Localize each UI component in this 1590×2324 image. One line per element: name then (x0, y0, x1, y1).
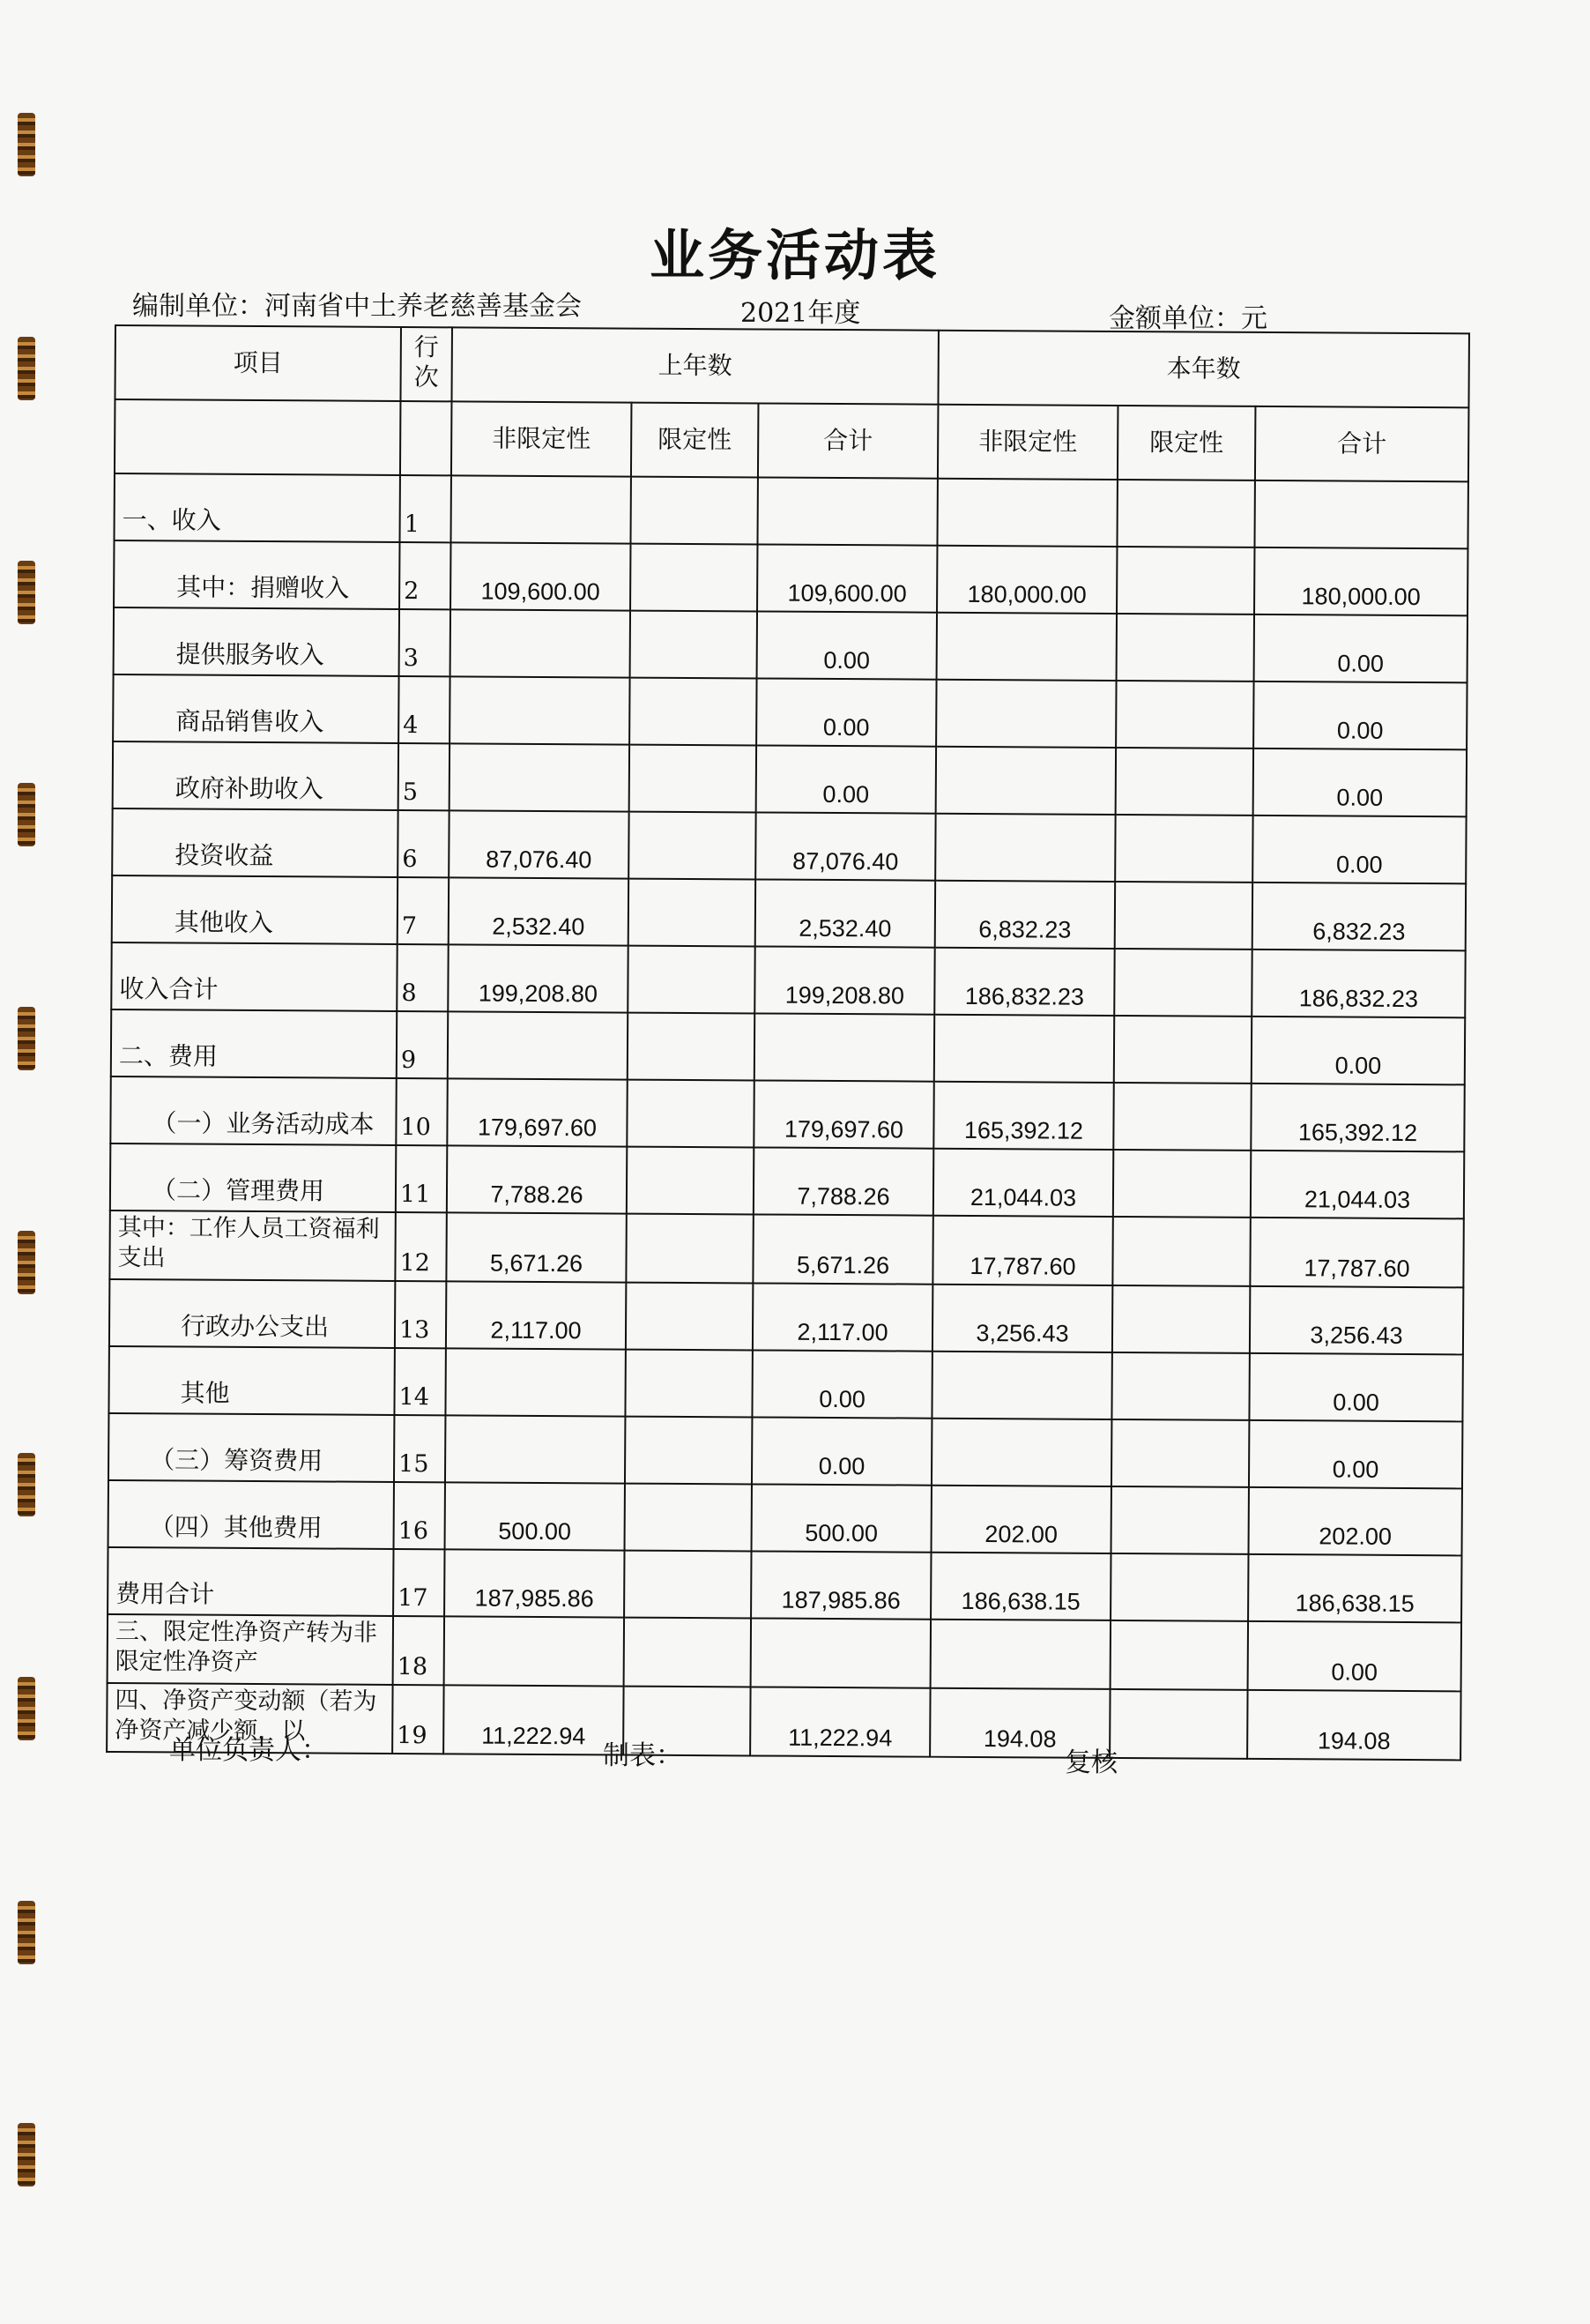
cell-prev-u: 2,117.00 (446, 1281, 626, 1349)
cell-prev-t: 0.00 (757, 611, 937, 679)
row-line-number: 16 (394, 1482, 445, 1549)
header-prev-total: 合计 (758, 403, 939, 478)
cell-curr-u: 186,832.23 (934, 948, 1114, 1016)
cell-curr-u (932, 1352, 1111, 1419)
row-line-number: 5 (398, 743, 450, 810)
cell-prev-r (628, 1013, 754, 1081)
cell-prev-u: 109,600.00 (450, 542, 630, 610)
binding-hole (18, 337, 35, 400)
cell-curr-u: 3,256.43 (932, 1285, 1112, 1352)
cell-curr-t: 202.00 (1249, 1487, 1462, 1555)
table-row (114, 607, 1467, 682)
cell-curr-r (1117, 614, 1254, 682)
cell-curr-t: 186,832.23 (1252, 950, 1465, 1017)
row-item-label: （一）业务活动成本 (110, 1076, 396, 1145)
cell-prev-t: 179,697.60 (754, 1080, 933, 1148)
cell-prev-u (444, 1616, 624, 1686)
binding-hole (18, 783, 35, 846)
currency-unit: 金额单位：元 (1109, 303, 1267, 334)
cell-prev-r (625, 1417, 752, 1485)
cell-prev-u: 7,788.26 (447, 1145, 627, 1213)
cell-curr-u (935, 814, 1115, 882)
cell-curr-r (1117, 480, 1254, 547)
cell-curr-u (932, 1419, 1111, 1486)
cell-curr-u: 21,044.03 (933, 1149, 1113, 1217)
row-line-number: 1 (399, 475, 450, 542)
header-prev-year: 上年数 (451, 327, 939, 404)
header-curr-total: 合计 (1255, 406, 1469, 481)
cell-curr-r (1117, 547, 1254, 615)
cell-curr-r (1116, 748, 1253, 816)
cell-prev-t: 2,117.00 (753, 1283, 932, 1351)
header-prev-restricted: 限定性 (631, 403, 759, 478)
row-item-label: 提供服务收入 (114, 607, 399, 676)
cell-curr-r (1111, 1553, 1248, 1621)
row-line-number: 4 (398, 676, 450, 743)
cell-curr-r (1111, 1486, 1249, 1554)
row-item-label: 二、费用 (111, 1009, 397, 1078)
row-item-label: 费用合计 (108, 1547, 393, 1616)
cell-prev-u: 87,076.40 (449, 810, 628, 878)
cell-curr-r (1112, 1217, 1250, 1286)
table-row (112, 875, 1466, 950)
row-line-number: 3 (399, 609, 450, 676)
table-row (112, 808, 1466, 883)
cell-curr-t: 17,787.60 (1250, 1218, 1463, 1287)
activity-statement-table (106, 324, 1470, 1761)
footer-reviewer: 复核 (1065, 1747, 1118, 1778)
cell-curr-t: 194.08 (1247, 1690, 1460, 1760)
cell-prev-r (630, 544, 757, 612)
row-item-label: 商品销售收入 (113, 674, 398, 743)
table-row (111, 942, 1465, 1017)
cell-prev-r (625, 1484, 752, 1552)
cell-prev-t (751, 1618, 931, 1687)
row-line-number: 17 (393, 1549, 444, 1616)
footer-preparer: 制表： (603, 1740, 682, 1771)
cell-prev-u (450, 475, 630, 543)
table-row (110, 1143, 1464, 1218)
cell-prev-u (448, 1011, 628, 1079)
cell-prev-r (628, 812, 755, 880)
cell-prev-r (624, 1618, 751, 1687)
table-row (108, 1413, 1462, 1488)
cell-prev-u: 179,697.60 (447, 1078, 627, 1146)
cell-prev-r (629, 678, 756, 746)
cell-curr-t: 0.00 (1252, 816, 1466, 883)
footer-head: 单位负责人： (169, 1735, 328, 1766)
row-line-number: 14 (394, 1348, 445, 1415)
table-row (108, 1614, 1461, 1691)
cell-curr-u (936, 680, 1116, 748)
header-line: 行次 (400, 327, 452, 401)
table-row (111, 1009, 1465, 1084)
cell-prev-t: 0.00 (752, 1417, 932, 1485)
cell-prev-t: 500.00 (752, 1484, 932, 1552)
table-row (110, 1076, 1464, 1151)
row-item-label: 行政办公支出 (109, 1279, 395, 1348)
cell-curr-r (1111, 1352, 1249, 1420)
cell-curr-r (1112, 1285, 1250, 1353)
cell-prev-t: 0.00 (756, 745, 936, 813)
table-row (108, 1480, 1462, 1555)
cell-prev-u (445, 1348, 625, 1416)
table-row (114, 540, 1467, 615)
row-item-label: 三、限定性净资产转为非限定性净资产 (108, 1614, 393, 1685)
cell-prev-u (445, 1415, 625, 1483)
header-blank (400, 401, 452, 475)
row-item-label: 其中：捐赠收入 (114, 540, 399, 609)
row-item-label: 投资收益 (112, 808, 398, 877)
row-item-label: 其他 (108, 1346, 394, 1415)
binding-hole (18, 113, 35, 176)
cell-prev-u (450, 676, 629, 744)
cell-curr-r (1111, 1620, 1248, 1690)
cell-curr-r (1113, 1150, 1251, 1218)
cell-curr-r (1113, 1083, 1251, 1151)
row-line-number: 6 (398, 810, 449, 877)
row-item-label: 其他收入 (112, 875, 398, 944)
table-row (109, 1279, 1463, 1354)
header-blank (115, 399, 401, 475)
header-prev-unrestricted: 非限定性 (451, 401, 632, 476)
cell-curr-u: 202.00 (932, 1486, 1111, 1553)
table-row (108, 1346, 1462, 1421)
cell-curr-r (1115, 882, 1252, 950)
row-line-number: 19 (392, 1685, 443, 1754)
cell-prev-r (628, 879, 755, 947)
cell-prev-r (624, 1551, 751, 1619)
row-item-label: 一、收入 (115, 473, 400, 542)
cell-prev-r (627, 1147, 754, 1215)
row-line-number: 7 (398, 877, 449, 944)
cell-curr-r (1115, 815, 1252, 883)
cell-curr-u (931, 1620, 1111, 1689)
table-row (113, 741, 1467, 816)
cell-prev-r (630, 611, 757, 679)
row-item-label: （二）管理费用 (110, 1143, 396, 1212)
binding-hole (18, 2123, 35, 2186)
row-line-number: 11 (396, 1145, 447, 1212)
organization-label: 编制单位：河南省中土养老慈善基金会 (132, 291, 582, 322)
cell-curr-u: 165,392.12 (933, 1082, 1113, 1150)
cell-prev-t: 199,208.80 (754, 946, 934, 1014)
table-body (107, 473, 1468, 1760)
page-title: 业务活动表 (649, 223, 940, 287)
cell-curr-u: 194.08 (930, 1688, 1110, 1758)
cell-curr-t: 0.00 (1249, 1420, 1462, 1488)
row-item-label: （三）筹资费用 (108, 1413, 394, 1482)
cell-prev-u: 500.00 (445, 1482, 625, 1550)
cell-curr-r (1114, 949, 1252, 1017)
cell-curr-t: 180,000.00 (1254, 547, 1467, 615)
report-year: 2021年度 (740, 298, 861, 329)
cell-prev-u: 5,671.26 (446, 1212, 626, 1282)
cell-prev-r (628, 946, 754, 1014)
cell-curr-t: 165,392.12 (1251, 1084, 1464, 1151)
table-row (109, 1210, 1463, 1287)
cell-curr-t: 0.00 (1253, 749, 1467, 816)
cell-prev-t: 109,600.00 (757, 544, 937, 612)
header-curr-unrestricted: 非限定性 (938, 405, 1118, 480)
cell-prev-t: 0.00 (752, 1350, 932, 1418)
binding-hole (18, 1677, 35, 1740)
row-item-label: 收入合计 (111, 942, 397, 1011)
row-line-number: 8 (397, 944, 448, 1011)
header-curr-restricted: 限定性 (1118, 406, 1256, 480)
table-row (115, 473, 1468, 548)
cell-curr-u: 180,000.00 (937, 546, 1117, 614)
cell-curr-u: 186,638.15 (931, 1553, 1111, 1620)
binding-hole (18, 1231, 35, 1294)
cell-prev-t (757, 477, 937, 545)
row-line-number: 10 (396, 1078, 447, 1145)
row-item-label: 其中：工作人员工资福利支出 (109, 1210, 395, 1281)
cell-curr-t (1254, 480, 1467, 548)
row-item-label: （四）其他费用 (108, 1480, 394, 1549)
cell-prev-t: 187,985.86 (751, 1551, 931, 1619)
cell-prev-r (629, 745, 756, 813)
cell-prev-u: 187,985.86 (444, 1549, 624, 1617)
row-line-number: 12 (395, 1212, 446, 1281)
binding-hole (18, 561, 35, 624)
row-line-number: 15 (394, 1415, 445, 1482)
cell-prev-u: 199,208.80 (448, 944, 628, 1012)
cell-curr-t: 0.00 (1249, 1353, 1462, 1421)
row-item-label: 政府补助收入 (113, 741, 398, 810)
row-line-number: 18 (393, 1616, 444, 1685)
cell-prev-u (450, 609, 630, 677)
cell-curr-t: 3,256.43 (1250, 1286, 1463, 1354)
cell-curr-t: 6,832.23 (1252, 883, 1466, 950)
cell-prev-u: 11,222.94 (443, 1685, 623, 1754)
cell-curr-t: 0.00 (1253, 682, 1467, 749)
cell-curr-u: 17,787.60 (932, 1216, 1112, 1285)
cell-prev-u: 2,532.40 (449, 877, 628, 945)
cell-curr-r (1114, 1016, 1252, 1084)
cell-curr-u (936, 747, 1116, 815)
cell-prev-r (626, 1283, 753, 1351)
cell-curr-t: 0.00 (1254, 615, 1467, 682)
cell-curr-r (1110, 1689, 1247, 1759)
cell-curr-r (1116, 681, 1253, 749)
cell-curr-t: 186,638.15 (1248, 1554, 1461, 1622)
cell-prev-u (450, 743, 629, 811)
table-row (113, 674, 1467, 749)
cell-prev-t: 87,076.40 (755, 812, 935, 880)
cell-prev-t: 7,788.26 (754, 1147, 933, 1215)
cell-curr-t: 21,044.03 (1251, 1151, 1464, 1218)
cell-prev-r (625, 1350, 752, 1418)
cell-curr-u (937, 613, 1117, 681)
cell-curr-u (938, 479, 1118, 547)
cell-curr-r (1111, 1419, 1249, 1487)
table-row (108, 1547, 1461, 1622)
header-item: 项目 (115, 325, 401, 401)
header-row-1 (115, 325, 1469, 407)
cell-prev-t: 2,532.40 (755, 879, 935, 947)
cell-curr-u (934, 1015, 1114, 1083)
binding-hole (18, 1901, 35, 1964)
header-row-2 (115, 399, 1469, 481)
header-curr-year: 本年数 (938, 331, 1469, 408)
cell-curr-t: 0.00 (1252, 1017, 1465, 1084)
binding-hole (18, 1007, 35, 1070)
row-line-number: 9 (397, 1011, 448, 1078)
cell-prev-t (754, 1013, 934, 1081)
cell-prev-t: 0.00 (756, 678, 936, 746)
row-item-label: 四、净资产变动额（若为净资产减少额，以 (107, 1683, 392, 1754)
cell-curr-u: 6,832.23 (935, 881, 1115, 949)
cell-prev-t: 5,671.26 (753, 1214, 932, 1284)
cell-prev-t: 11,222.94 (750, 1687, 930, 1756)
row-line-number: 13 (395, 1281, 446, 1348)
cell-prev-r (626, 1214, 753, 1284)
cell-prev-r (630, 477, 757, 545)
row-line-number: 2 (399, 542, 450, 609)
cell-curr-t: 0.00 (1248, 1621, 1461, 1691)
binding-hole (18, 1453, 35, 1516)
cell-prev-r (627, 1080, 754, 1148)
